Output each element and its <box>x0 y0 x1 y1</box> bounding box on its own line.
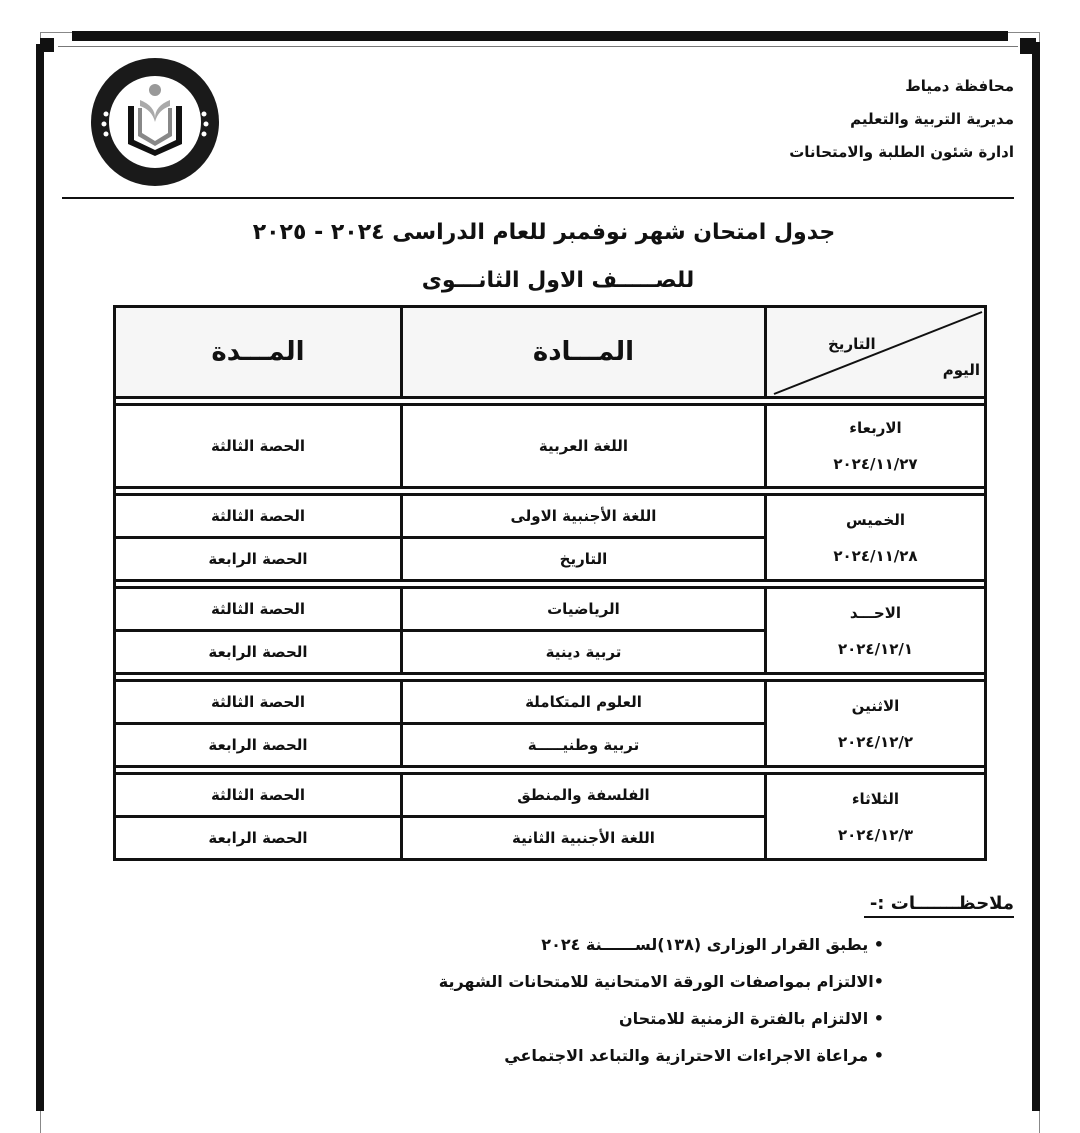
note-item: • الالتزام بالفترة الزمنية للامتحان <box>619 1009 884 1028</box>
subject-cell: الرياضيات <box>401 588 765 631</box>
day-cell <box>765 774 985 860</box>
subject-cell: اللغة الأجنبية الاولى <box>401 495 765 538</box>
issuer-header <box>789 70 1014 169</box>
day-name: الخميس <box>846 510 905 529</box>
department-name: ادارة شئون الطلبة والامتحانات <box>789 143 1014 161</box>
row-separator <box>115 581 986 588</box>
row-separator <box>115 398 986 405</box>
table-row <box>115 495 986 538</box>
row-separator <box>115 488 986 495</box>
subject-cell: التاريخ <box>401 538 765 581</box>
document-title: جدول امتحان شهر نوفمبر للعام الدراسى ٢٠٢٤ - ٢٠٢٥ <box>252 220 836 245</box>
exam-date: ٢٠٢٤/١١/٢٧ <box>833 455 918 473</box>
table-row <box>115 588 986 631</box>
notes-heading: ملاحظـــــــات :- <box>864 893 1014 918</box>
subject-cell: اللغة الأجنبية الثانية <box>401 817 765 860</box>
header-day-label: اليوم <box>942 361 980 379</box>
subject-cell: اللغة العربية <box>401 405 765 488</box>
day-name: الثلاثاء <box>851 789 900 808</box>
duration-cell: الحصة الثالثة <box>115 405 402 488</box>
exam-date: ٢٠٢٤/١٢/٣ <box>837 825 913 844</box>
directorate-logo <box>82 56 228 188</box>
note-item: • يطبق القرار الوزارى (١٣٨)لســــــنة ٢٠٢٤ <box>541 935 884 954</box>
governorate-name: محافظة دمياط <box>905 77 1014 95</box>
subject-cell: الفلسفة والمنطق <box>401 774 765 817</box>
subject-cell: العلوم المتكاملة <box>401 681 765 724</box>
header-date-label: التاريخ <box>828 335 876 353</box>
table-row <box>115 774 986 817</box>
book-emblem-icon <box>82 56 228 188</box>
day-name: الاربعاء <box>849 419 902 437</box>
subject-cell: تربية وطنيـــــة <box>401 724 765 767</box>
duration-cell: الحصة الرابعة <box>115 631 402 674</box>
table-row <box>115 405 986 488</box>
duration-cell: الحصة الرابعة <box>115 817 402 860</box>
table-header-row <box>115 307 986 398</box>
notes-list <box>439 926 884 1074</box>
exam-date: ٢٠٢٤/١١/٢٨ <box>833 546 918 565</box>
table-row <box>115 681 986 724</box>
exam-date: ٢٠٢٤/١٢/٢ <box>837 732 913 751</box>
frame-left-border <box>36 44 44 1111</box>
row-separator <box>115 767 986 774</box>
duration-cell: الحصة الثالثة <box>115 588 402 631</box>
duration-cell: الحصة الرابعة <box>115 538 402 581</box>
day-cell <box>765 495 985 581</box>
frame-inner-line <box>58 46 1018 47</box>
header-subject: المـــادة <box>401 307 765 398</box>
exam-schedule-table <box>113 305 987 861</box>
day-cell <box>765 588 985 674</box>
subject-cell: تربية دينية <box>401 631 765 674</box>
note-item: • مراعاة الاجراءات الاحترازية والتباعد الاجتماعي <box>504 1046 884 1065</box>
frame-right-border <box>1032 42 1040 1111</box>
note-item: •الالتزام بمواصفات الورقة الامتحانية للامتحانات الشهرية <box>438 972 884 991</box>
day-name: الاحـــد <box>849 603 902 622</box>
header-day-date <box>765 307 985 398</box>
day-cell <box>765 681 985 767</box>
duration-cell: الحصة الثالثة <box>115 774 402 817</box>
duration-cell: الحصة الثالثة <box>115 495 402 538</box>
directorate-name: مديرية التربية والتعليم <box>850 110 1014 128</box>
duration-cell: الحصة الثالثة <box>115 681 402 724</box>
day-cell <box>765 405 985 488</box>
document-subtitle: للصـــــف الاول الثانـــوى <box>421 268 695 293</box>
exam-date: ٢٠٢٤/١٢/١ <box>837 639 913 658</box>
duration-cell: الحصة الرابعة <box>115 724 402 767</box>
row-separator <box>115 674 986 681</box>
header-divider <box>62 197 1014 199</box>
frame-top-border <box>72 31 1008 41</box>
header-duration: المـــدة <box>115 307 402 398</box>
day-name: الاثنين <box>851 696 900 715</box>
